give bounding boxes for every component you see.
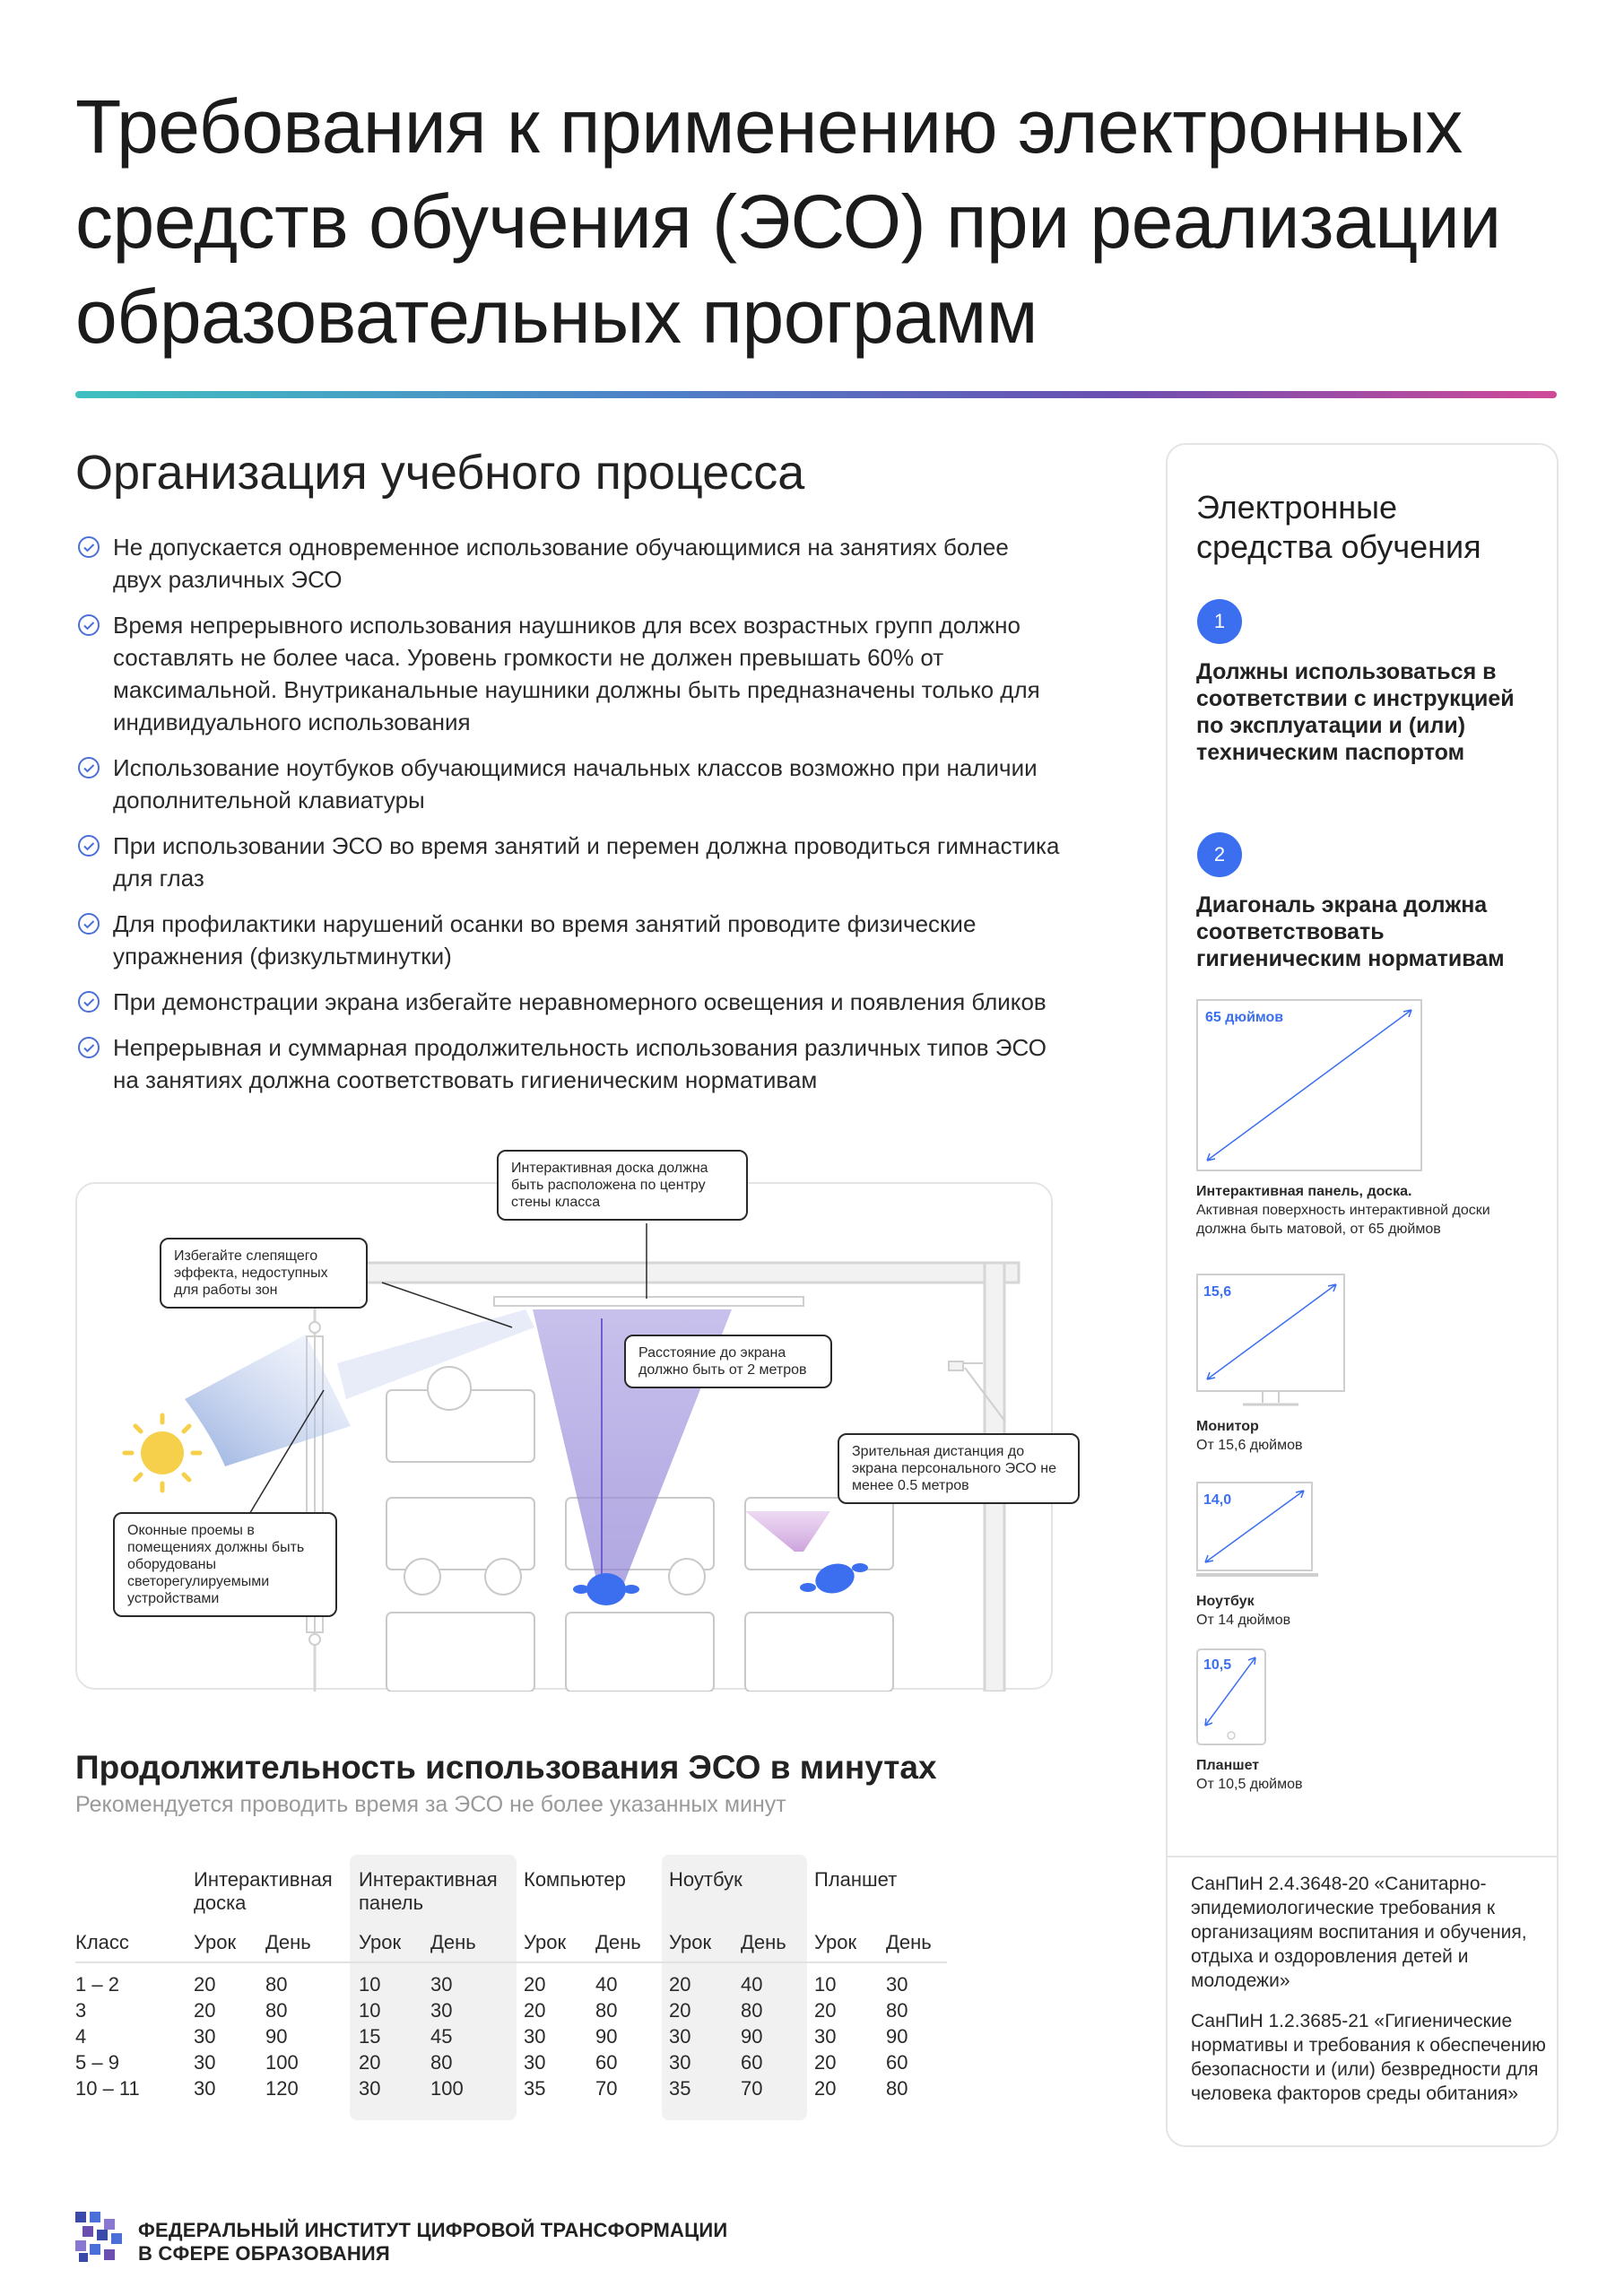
table-cell: 10 bbox=[359, 1973, 381, 1996]
day-header: День bbox=[595, 1931, 641, 1953]
check-circle-icon bbox=[77, 912, 100, 935]
list-item bbox=[75, 531, 1062, 596]
table-row-class: 3 bbox=[75, 1999, 87, 2022]
device-name: Монитор bbox=[1196, 1419, 1259, 1434]
norm-reference: СанПиН 2.4.3648-20 «Санитарно-эпидемиологические требования к организациям воспитания и обучения, отдыха и оздоровления детей и молодежи» bbox=[1191, 1874, 1527, 1991]
callout-board: Интерактивная доска должна быть расположена по центру стены класса bbox=[497, 1150, 748, 1221]
table-cell: 100 bbox=[265, 2051, 299, 2074]
table-cell: 80 bbox=[430, 2051, 453, 2074]
table-cell: 30 bbox=[430, 1999, 453, 2022]
rule-text: При использовании ЭСО во время занятий и перемен должна проводиться гимнастика для глаз bbox=[113, 832, 1060, 891]
table-cell: 35 bbox=[524, 2077, 546, 2100]
device-description: От 15,6 дюймов bbox=[1196, 1438, 1303, 1453]
check-circle-icon bbox=[77, 756, 100, 779]
title-divider bbox=[75, 391, 1557, 398]
table-cell: 20 bbox=[524, 1999, 546, 2022]
rules-list bbox=[75, 531, 1062, 1109]
table-cell: 20 bbox=[669, 1973, 691, 1996]
callout-personal: Зрительная дистанция до экрана персонального ЭСО не менее 0.5 метров bbox=[838, 1433, 1080, 1504]
classroom-diagram bbox=[75, 1161, 1056, 1690]
table-cell: 70 bbox=[741, 2077, 763, 2100]
diagonal-value: 14,0 bbox=[1203, 1492, 1232, 1508]
interactive-board bbox=[494, 1297, 803, 1306]
sidebar-divider bbox=[1166, 1856, 1559, 1857]
table-cell: 20 bbox=[814, 1999, 837, 2022]
list-item bbox=[75, 986, 1062, 1018]
table-row-class: 4 bbox=[75, 2025, 87, 2048]
column-group-header: Планшет bbox=[814, 1868, 898, 1891]
table-cell: 70 bbox=[595, 2077, 618, 2100]
table-cell: 30 bbox=[194, 2077, 216, 2100]
day-header: День bbox=[741, 1931, 786, 1953]
device-description: От 10,5 дюймов bbox=[1196, 1777, 1303, 1792]
list-item bbox=[75, 908, 1062, 972]
lesson-header: Урок bbox=[194, 1931, 237, 1953]
table-cell: 90 bbox=[886, 2025, 908, 2048]
lesson-header: Урок bbox=[814, 1931, 857, 1953]
sidebar-title: Электронные средства обучения bbox=[1196, 489, 1481, 565]
table-cell: 30 bbox=[194, 2051, 216, 2074]
institute-name bbox=[138, 2219, 727, 2266]
table-cell: 60 bbox=[595, 2051, 618, 2074]
column-group-header: Интерактивная доска bbox=[194, 1868, 333, 1914]
table-cell: 20 bbox=[194, 1973, 216, 1996]
table-cell: 90 bbox=[595, 2025, 618, 2048]
column-group-header: Компьютер bbox=[524, 1868, 626, 1891]
section-title: Организация учебного процесса bbox=[75, 446, 805, 500]
table-cell: 15 bbox=[359, 2025, 381, 2048]
device-description: Активная поверхность интерактивной доски должна быть матовой, от 65 дюймов bbox=[1196, 1203, 1490, 1237]
table-cell: 30 bbox=[669, 2025, 691, 2048]
table-cell: 80 bbox=[886, 1999, 908, 2022]
column-group-header: Ноутбук bbox=[669, 1868, 743, 1891]
device-name: Ноутбук bbox=[1196, 1594, 1255, 1609]
page-title: Требования к применению электронных средств обучения (ЭСО) при реализации образовательных программ bbox=[75, 84, 1501, 359]
table-cell: 30 bbox=[524, 2051, 546, 2074]
sidebar-item-text: Должны использоваться в соответствии с инструкцией по эксплуатации и (или) техническим паспортом bbox=[1196, 659, 1515, 765]
sun-icon bbox=[125, 1415, 200, 1491]
table-cell: 120 bbox=[265, 2077, 299, 2100]
table-cell: 20 bbox=[194, 1999, 216, 2022]
sidebar-item-text: Диагональ экрана должна соответствовать гигиеническим нормативам bbox=[1196, 892, 1505, 971]
table-cell: 40 bbox=[741, 1973, 763, 1996]
check-circle-icon bbox=[77, 834, 100, 857]
class-header: Класс bbox=[75, 1931, 129, 1953]
table-divider bbox=[75, 1961, 947, 1963]
table-cell: 20 bbox=[814, 2077, 837, 2100]
norm-reference: СанПиН 1.2.3685-21 «Гигиенические нормативы и требования к обеспечению безопасности и (или) безвредности для человека факторов среды обитания» bbox=[1191, 2011, 1546, 2104]
diagonal-value: 10,5 bbox=[1203, 1657, 1232, 1673]
table-cell: 20 bbox=[524, 1973, 546, 1996]
table-title: Продолжительность использования ЭСО в минутах bbox=[75, 1749, 937, 1786]
table-cell: 100 bbox=[430, 2077, 464, 2100]
table-cell: 40 bbox=[595, 1973, 618, 1996]
check-circle-icon bbox=[77, 1036, 100, 1059]
diagonal-value: 65 дюймов bbox=[1205, 1010, 1284, 1025]
table-cell: 80 bbox=[265, 1973, 288, 1996]
diagonal-value: 15,6 bbox=[1203, 1284, 1232, 1300]
table-cell: 80 bbox=[595, 1999, 618, 2022]
rule-text: Непрерывная и суммарная продолжительность использования различных типов ЭСО на занятиях должна соответствовать гигиеническим нормативам bbox=[113, 1034, 1046, 1093]
callout-windows: Оконные проемы в помещениях должны быть оборудованы светорегулируемыми устройствами bbox=[113, 1512, 337, 1617]
table-cell: 20 bbox=[359, 2051, 381, 2074]
list-item bbox=[75, 609, 1062, 738]
step-number-badge: 2 bbox=[1197, 832, 1242, 877]
list-item bbox=[75, 1031, 1062, 1096]
institute-logo bbox=[75, 2212, 126, 2262]
table-cell: 30 bbox=[430, 1973, 453, 1996]
table-cell: 35 bbox=[669, 2077, 691, 2100]
rule-text: Использование ноутбуков обучающимися начальных классов возможно при наличии дополнительной клавиатуры bbox=[113, 754, 1038, 813]
callout-glare: Избегайте слепящего эффекта, недоступных для работы зон bbox=[160, 1238, 368, 1309]
list-item bbox=[75, 830, 1062, 894]
check-circle-icon bbox=[77, 990, 100, 1013]
check-circle-icon bbox=[77, 535, 100, 559]
table-row-class: 1 – 2 bbox=[75, 1973, 119, 1996]
table-cell: 80 bbox=[886, 2077, 908, 2100]
table-cell: 10 bbox=[359, 1999, 381, 2022]
day-header: День bbox=[430, 1931, 476, 1953]
rule-text: Для профилактики нарушений осанки во время занятий проводите физические упражнения (физкультминутки) bbox=[113, 910, 977, 970]
table-row-class: 5 – 9 bbox=[75, 2051, 119, 2074]
institute-name-line: В СФЕРЕ ОБРАЗОВАНИЯ bbox=[138, 2242, 390, 2265]
list-item bbox=[75, 752, 1062, 816]
table-subtitle: Рекомендуется проводить время за ЭСО не более указанных минут bbox=[75, 1792, 786, 1817]
device-description: От 14 дюймов bbox=[1196, 1613, 1291, 1628]
table-cell: 45 bbox=[430, 2025, 453, 2048]
table-cell: 90 bbox=[741, 2025, 763, 2048]
step-number-badge: 1 bbox=[1197, 599, 1242, 644]
check-circle-icon bbox=[77, 613, 100, 637]
table-cell: 80 bbox=[741, 1999, 763, 2022]
device-name: Планшет bbox=[1196, 1758, 1260, 1773]
device-name: Интерактивная панель, доска. bbox=[1196, 1184, 1412, 1199]
lesson-header: Урок bbox=[359, 1931, 402, 1953]
lesson-header: Урок bbox=[669, 1931, 712, 1953]
column-group-header: Интерактивная панель bbox=[359, 1868, 498, 1914]
table-cell: 60 bbox=[741, 2051, 763, 2074]
table-cell: 30 bbox=[524, 2025, 546, 2048]
day-header: День bbox=[265, 1931, 311, 1953]
table-cell: 90 bbox=[265, 2025, 288, 2048]
table-cell: 80 bbox=[265, 1999, 288, 2022]
day-header: День bbox=[886, 1931, 932, 1953]
table-row-class: 10 – 11 bbox=[75, 2077, 140, 2100]
table-cell: 30 bbox=[669, 2051, 691, 2074]
table-cell: 30 bbox=[194, 2025, 216, 2048]
table-cell: 30 bbox=[886, 1973, 908, 1996]
lesson-header: Урок bbox=[524, 1931, 567, 1953]
rule-text: При демонстрации экрана избегайте неравномерного освещения и появления бликов bbox=[113, 988, 1046, 1015]
callout-distance: Расстояние до экрана должно быть от 2 метров bbox=[624, 1335, 832, 1388]
table-cell: 10 bbox=[814, 1973, 837, 1996]
table-cell: 20 bbox=[669, 1999, 691, 2022]
table-cell: 30 bbox=[814, 2025, 837, 2048]
student-icon bbox=[573, 1573, 639, 1605]
sunlight-beam bbox=[185, 1335, 351, 1466]
institute-name-line: ФЕДЕРАЛЬНЫЙ ИНСТИТУТ ЦИФРОВОЙ ТРАНСФОРМАЦИИ bbox=[138, 2219, 728, 2241]
rule-text: Время непрерывного использования наушников для всех возрастных групп должно составлять не более часа. Уровень громкости не должен превышать 60% от максимальной. Внутриканальные наушники должны быть предназначены только для индивидуального использования bbox=[113, 612, 1040, 735]
table-cell: 60 bbox=[886, 2051, 908, 2074]
table-cell: 30 bbox=[359, 2077, 381, 2100]
table-cell: 20 bbox=[814, 2051, 837, 2074]
rule-text: Не допускается одновременное использование обучающимися на занятиях более двух различных ЭСО bbox=[113, 534, 1009, 593]
